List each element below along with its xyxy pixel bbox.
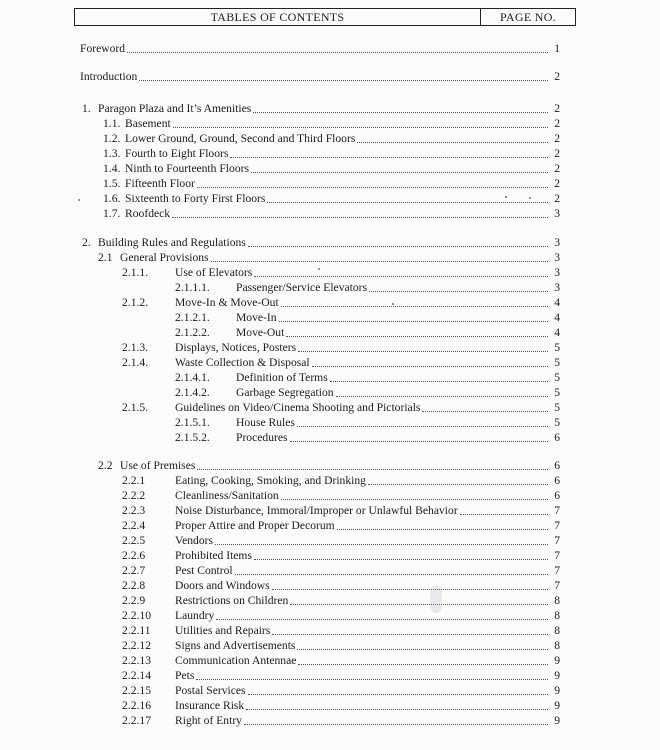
toc-entry-page: 6 bbox=[554, 459, 560, 472]
dot-leader bbox=[281, 305, 548, 307]
dot-leader bbox=[254, 275, 548, 277]
dot-leader bbox=[422, 410, 548, 412]
toc-entry bbox=[0, 116, 560, 131]
toc-entry-page: 7 bbox=[554, 519, 560, 532]
toc-entry bbox=[0, 458, 560, 473]
toc-entry-number: 2.2.16 bbox=[122, 699, 151, 712]
toc-entry-title: Laundry bbox=[175, 609, 215, 622]
toc-entry-page: 8 bbox=[554, 624, 560, 637]
toc-entry-number: 2.1.4.1. bbox=[175, 371, 210, 384]
toc-header bbox=[74, 8, 576, 26]
toc-entry bbox=[0, 713, 560, 728]
dot-leader bbox=[197, 468, 548, 470]
toc-entry-page: 5 bbox=[554, 341, 560, 354]
header-title: TABLES OF CONTENTS bbox=[75, 9, 481, 25]
toc-entry bbox=[0, 698, 560, 713]
toc-entry-title: Sixteenth to Forty First Floors bbox=[125, 192, 266, 205]
toc-entry-page: 9 bbox=[554, 714, 560, 727]
toc-entry-page: 7 bbox=[554, 564, 560, 577]
dot-leader bbox=[127, 51, 548, 53]
toc-entry-page: 9 bbox=[554, 699, 560, 712]
toc-entry-title: General Provisions bbox=[120, 251, 209, 264]
toc-entry-page: 2 bbox=[554, 117, 560, 130]
toc-entry bbox=[0, 161, 560, 176]
toc-entry-title: House Rules bbox=[236, 416, 295, 429]
dot-leader bbox=[290, 440, 548, 442]
toc-entry bbox=[0, 578, 560, 593]
toc-entry-number: 2.1.3. bbox=[122, 341, 149, 354]
dot-leader bbox=[286, 335, 548, 337]
toc-entry bbox=[0, 430, 560, 445]
dot-leader bbox=[272, 588, 548, 590]
toc-entry-title: Signs and Advertisements bbox=[175, 639, 296, 652]
toc-entry-page: 2 bbox=[554, 192, 560, 205]
dot-leader bbox=[254, 558, 548, 560]
dot-leader bbox=[337, 528, 548, 530]
toc-entry bbox=[0, 250, 560, 265]
toc-entry-page: 4 bbox=[554, 311, 560, 324]
toc-entry bbox=[0, 131, 560, 146]
dot-leader bbox=[281, 498, 548, 500]
toc-entry-number: 1.2. bbox=[103, 132, 121, 145]
toc-entry-page: 7 bbox=[554, 579, 560, 592]
toc-entry-number: 1.4. bbox=[103, 162, 121, 175]
dot-leader bbox=[244, 723, 548, 725]
toc-entry bbox=[0, 310, 560, 325]
scan-smudge bbox=[430, 585, 442, 613]
toc-entry-number: 2. bbox=[82, 236, 91, 249]
toc-entry bbox=[0, 415, 560, 430]
toc-entry-number: 2.1.5. bbox=[122, 401, 149, 414]
toc-entry bbox=[0, 518, 560, 533]
toc-entry-number: 2.2.8 bbox=[122, 579, 146, 592]
dot-leader bbox=[297, 425, 548, 427]
toc-entry bbox=[0, 206, 560, 221]
toc-entry bbox=[0, 400, 560, 415]
dot-leader bbox=[173, 126, 548, 128]
toc-entry-number: 2.1.2.1. bbox=[175, 311, 210, 324]
toc-entry-page: 5 bbox=[554, 386, 560, 399]
toc-entry bbox=[0, 191, 560, 206]
toc-entry-number: 2.2.17 bbox=[122, 714, 151, 727]
toc-entry-title: Displays, Notices, Posters bbox=[175, 341, 297, 354]
toc-entry-page: 9 bbox=[554, 684, 560, 697]
toc-entry-title: Pest Control bbox=[175, 564, 233, 577]
toc-entry-title: Postal Services bbox=[175, 684, 246, 697]
toc-entry-page: 2 bbox=[554, 177, 560, 190]
toc-entry bbox=[0, 69, 560, 84]
toc-entry-page: 5 bbox=[554, 401, 560, 414]
toc-entry-title: Use of Elevators bbox=[175, 266, 253, 279]
toc-entry-title: Move-Out bbox=[236, 326, 285, 339]
toc-entry-page: 2 bbox=[554, 102, 560, 115]
dot-leader bbox=[246, 708, 548, 710]
dot-leader bbox=[196, 678, 548, 680]
toc-entry-number: 2.1.1.1. bbox=[175, 281, 210, 294]
toc-entry-title: Foreword bbox=[80, 42, 126, 55]
toc-entry bbox=[0, 146, 560, 161]
toc-entry-page: 2 bbox=[554, 162, 560, 175]
toc-entry-title: Fourth to Eight Floors bbox=[125, 147, 229, 160]
dot-leader bbox=[139, 79, 548, 81]
toc-entry bbox=[0, 355, 560, 370]
toc-entry-number: 2.2.10 bbox=[122, 609, 151, 622]
dot-leader bbox=[251, 171, 548, 173]
toc-entry-title: Noise Disturbance, Immoral/Improper or Unlawful Behavior bbox=[175, 504, 458, 517]
toc-entry bbox=[0, 683, 560, 698]
dot-leader bbox=[369, 290, 548, 292]
dot-leader bbox=[267, 201, 548, 203]
toc-entry-number: 2.1.2. bbox=[122, 296, 149, 309]
toc-entry bbox=[0, 653, 560, 668]
dot-leader bbox=[172, 216, 548, 218]
toc-entry-title: Cleanliness/Sanitation bbox=[175, 489, 279, 502]
toc-entry-page: 3 bbox=[554, 236, 560, 249]
toc-entry bbox=[0, 370, 560, 385]
toc-entry-title: Doors and Windows bbox=[175, 579, 270, 592]
toc-entry-page: 3 bbox=[554, 281, 560, 294]
toc-entry-page: 7 bbox=[554, 549, 560, 562]
header-page-label: PAGE NO. bbox=[500, 10, 556, 24]
toc-entry-page: 6 bbox=[554, 474, 560, 487]
dot-leader bbox=[279, 320, 548, 322]
toc-entry bbox=[0, 503, 560, 518]
toc-entry-number: 2.2.5 bbox=[122, 534, 146, 547]
dot-leader bbox=[312, 365, 548, 367]
toc-entry-title: Right of Entry bbox=[175, 714, 242, 727]
toc-entry-title: Use of Premises bbox=[120, 459, 196, 472]
toc-entry bbox=[0, 280, 560, 295]
dot-leader bbox=[298, 350, 548, 352]
toc-entry-page: 3 bbox=[554, 207, 560, 220]
toc-entry-title: Move-In & Move-Out bbox=[175, 296, 279, 309]
toc-entry bbox=[0, 235, 560, 250]
toc-entry-page: 6 bbox=[554, 489, 560, 502]
toc-entry-number: 2.2.7 bbox=[122, 564, 146, 577]
dot-leader bbox=[230, 156, 548, 158]
toc-entry-title: Move-In bbox=[236, 311, 277, 324]
toc-entry bbox=[0, 668, 560, 683]
toc-entry-page: 8 bbox=[554, 609, 560, 622]
dot-leader bbox=[235, 573, 548, 575]
toc-entry-title: Waste Collection & Disposal bbox=[175, 356, 310, 369]
toc-entry-title: Basement bbox=[125, 117, 171, 130]
toc-entry bbox=[0, 638, 560, 653]
toc-entry-page: 3 bbox=[554, 266, 560, 279]
toc-entry bbox=[0, 385, 560, 400]
toc-entry-number: 2.2.4 bbox=[122, 519, 146, 532]
scan-speck bbox=[78, 199, 80, 201]
dot-leader bbox=[216, 618, 548, 620]
toc-entry-title: Restrictions on Children bbox=[175, 594, 289, 607]
toc-entry bbox=[0, 295, 560, 310]
dot-leader bbox=[253, 111, 548, 113]
toc-entry-number: 2.1.2.2. bbox=[175, 326, 210, 339]
toc-entry-number: 2.1.5.2. bbox=[175, 431, 210, 444]
toc-entry-number: 2.2.1 bbox=[122, 474, 146, 487]
toc-entry-title: Eating, Cooking, Smoking, and Drinking bbox=[175, 474, 366, 487]
toc-entry-page: 3 bbox=[554, 251, 560, 264]
scan-speck bbox=[392, 303, 394, 305]
toc-entry-number: 2.2 bbox=[98, 459, 113, 472]
toc-entry-page: 4 bbox=[554, 326, 560, 339]
dot-leader bbox=[290, 603, 548, 605]
toc-entry-title: Ninth to Fourteenth Floors bbox=[125, 162, 249, 175]
toc-entry bbox=[0, 340, 560, 355]
toc-entry-number: 2.1.4. bbox=[122, 356, 149, 369]
toc-entry-page: 7 bbox=[554, 534, 560, 547]
toc-entry bbox=[0, 473, 560, 488]
toc-entry bbox=[0, 176, 560, 191]
scan-speck bbox=[505, 196, 507, 198]
scan-speck bbox=[318, 268, 320, 270]
toc-entry-page: 9 bbox=[554, 654, 560, 667]
toc-entry-title: Definition of Terms bbox=[236, 371, 328, 384]
toc-entry-title: Communication Antennae bbox=[175, 654, 297, 667]
toc-entry bbox=[0, 548, 560, 563]
toc-entry-number: 1.5. bbox=[103, 177, 121, 190]
toc-entry-number: 2.1.1. bbox=[122, 266, 149, 279]
toc-entry-number: 1.6. bbox=[103, 192, 121, 205]
toc-entry-number: 2.2.3 bbox=[122, 504, 146, 517]
toc-entry-title: Vendors bbox=[175, 534, 213, 547]
toc-entry-number: 2.2.9 bbox=[122, 594, 146, 607]
dot-leader bbox=[460, 513, 548, 515]
dot-leader bbox=[272, 633, 548, 635]
dot-leader bbox=[357, 141, 548, 143]
toc-entry-number: 1.7. bbox=[103, 207, 121, 220]
toc-entry-page: 9 bbox=[554, 669, 560, 682]
toc-entry-number: 2.1.4.2. bbox=[175, 386, 210, 399]
toc-entry-page: 8 bbox=[554, 639, 560, 652]
toc-entry-page: 2 bbox=[554, 70, 560, 83]
toc-entry-page: 2 bbox=[554, 132, 560, 145]
dot-leader bbox=[215, 543, 548, 545]
toc-entry bbox=[0, 488, 560, 503]
toc-entry-number: 1. bbox=[82, 102, 91, 115]
toc-entry-number: 2.2.15 bbox=[122, 684, 151, 697]
toc-entry-number: 1.1. bbox=[103, 117, 121, 130]
toc-entry bbox=[0, 41, 560, 56]
toc-entry bbox=[0, 101, 560, 116]
toc-entry-page: 6 bbox=[554, 431, 560, 444]
toc-entry-title: Pets bbox=[175, 669, 195, 682]
toc-entry-title: Building Rules and Regulations bbox=[98, 236, 246, 249]
toc-entry-page: 5 bbox=[554, 356, 560, 369]
toc-entry-page: 7 bbox=[554, 504, 560, 517]
toc-entry-title: Introduction bbox=[80, 70, 138, 83]
toc-entry bbox=[0, 533, 560, 548]
toc-entry bbox=[0, 623, 560, 638]
toc-entry-number: 2.2.11 bbox=[122, 624, 151, 637]
scan-speck bbox=[529, 197, 531, 199]
toc-entry-title: Lower Ground, Ground, Second and Third Floors bbox=[125, 132, 356, 145]
toc-entry-number: 2.2.2 bbox=[122, 489, 146, 502]
dot-leader bbox=[248, 693, 548, 695]
toc-entry-title: Insurance Risk bbox=[175, 699, 245, 712]
toc-entry-title: Fifteenth Floor bbox=[125, 177, 195, 190]
dot-leader bbox=[248, 245, 548, 247]
toc-entry-title: Roofdeck bbox=[125, 207, 171, 220]
dot-leader bbox=[368, 483, 548, 485]
toc-entry-number: 2.2.14 bbox=[122, 669, 151, 682]
toc-entry-title: Garbage Segregation bbox=[236, 386, 334, 399]
toc-entry-title: Paragon Plaza and It’s Amenities bbox=[98, 102, 252, 115]
toc-entry-page: 4 bbox=[554, 296, 560, 309]
dot-leader bbox=[211, 260, 548, 262]
toc-entry-page: 8 bbox=[554, 594, 560, 607]
toc-entry-title: Guidelines on Video/Cinema Shooting and Pictorials bbox=[175, 401, 421, 414]
toc-entry-page: 5 bbox=[554, 371, 560, 384]
toc-entry bbox=[0, 265, 560, 280]
toc-entry-page: 5 bbox=[554, 416, 560, 429]
toc-entry-title: Proper Attire and Proper Decorum bbox=[175, 519, 335, 532]
dot-leader bbox=[197, 186, 548, 188]
toc-entry bbox=[0, 325, 560, 340]
toc-entry bbox=[0, 593, 560, 608]
toc-entry bbox=[0, 563, 560, 578]
toc-entry-title: Utilities and Repairs bbox=[175, 624, 271, 637]
toc-entry-number: 2.2.13 bbox=[122, 654, 151, 667]
dot-leader bbox=[298, 663, 548, 665]
toc-entry-number: 2.1 bbox=[98, 251, 113, 264]
toc-entry-page: 2 bbox=[554, 147, 560, 160]
toc-entry-title: Prohibited Items bbox=[175, 549, 252, 562]
toc-entry-number: 2.2.6 bbox=[122, 549, 146, 562]
toc-entry-title: Procedures bbox=[236, 431, 288, 444]
dot-leader bbox=[297, 648, 548, 650]
dot-leader bbox=[330, 380, 548, 382]
toc-entry-number: 2.2.12 bbox=[122, 639, 151, 652]
toc-entry-title: Passenger/Service Elevators bbox=[236, 281, 368, 294]
dot-leader bbox=[336, 395, 548, 397]
toc-entry-page: 1 bbox=[554, 42, 560, 55]
toc-entry bbox=[0, 608, 560, 623]
toc-entry-number: 2.1.5.1. bbox=[175, 416, 210, 429]
toc-entry-number: 1.3. bbox=[103, 147, 121, 160]
